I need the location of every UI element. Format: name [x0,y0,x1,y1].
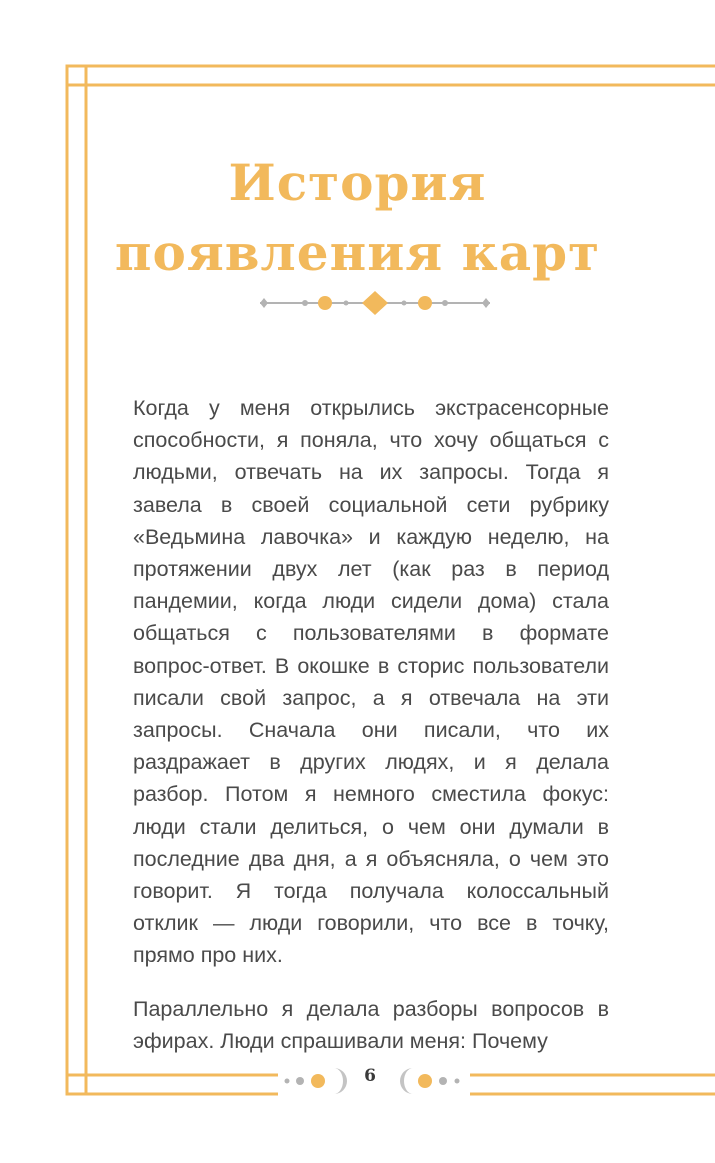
title-divider-ornament [250,288,500,318]
main-text [133,392,609,1078]
page-number: 6 [364,1066,376,1086]
paragraph-2: Параллельно я делала разборы вопросов в эфирах. Люди спрашивали меня: Почему [133,996,609,1053]
page-title-line-1: История [228,153,487,212]
paragraph-1: Когда у меня открылись экстрасенсорные способности, я поняла, что хочу общаться с людьми, отвечать на их запросы. Тогда я завела в своей социальной сети рубрику «Ведьмина лавочка» и каждую неделю, на протяжении двух лет (как раз в период пандемии, когда люди сидели дома) стала общаться с пользователями в формате вопрос-ответ. В окошке в сторис пользователи писали свой запрос, а я отвечала на эти запросы. Сначала они писали, что их раздражает в других людях, и я делала разбор. Потом я немного сместила фокус: люди стали делиться, о чем они думали в последние два дня, а я объясняла, о чем это говорит. Я тогда получала колоссальный отклик — люди говорили, что все в точку, прямо про них. [133,396,609,968]
page-title-line-2: появления карт [114,223,601,282]
page-title [0,148,715,288]
